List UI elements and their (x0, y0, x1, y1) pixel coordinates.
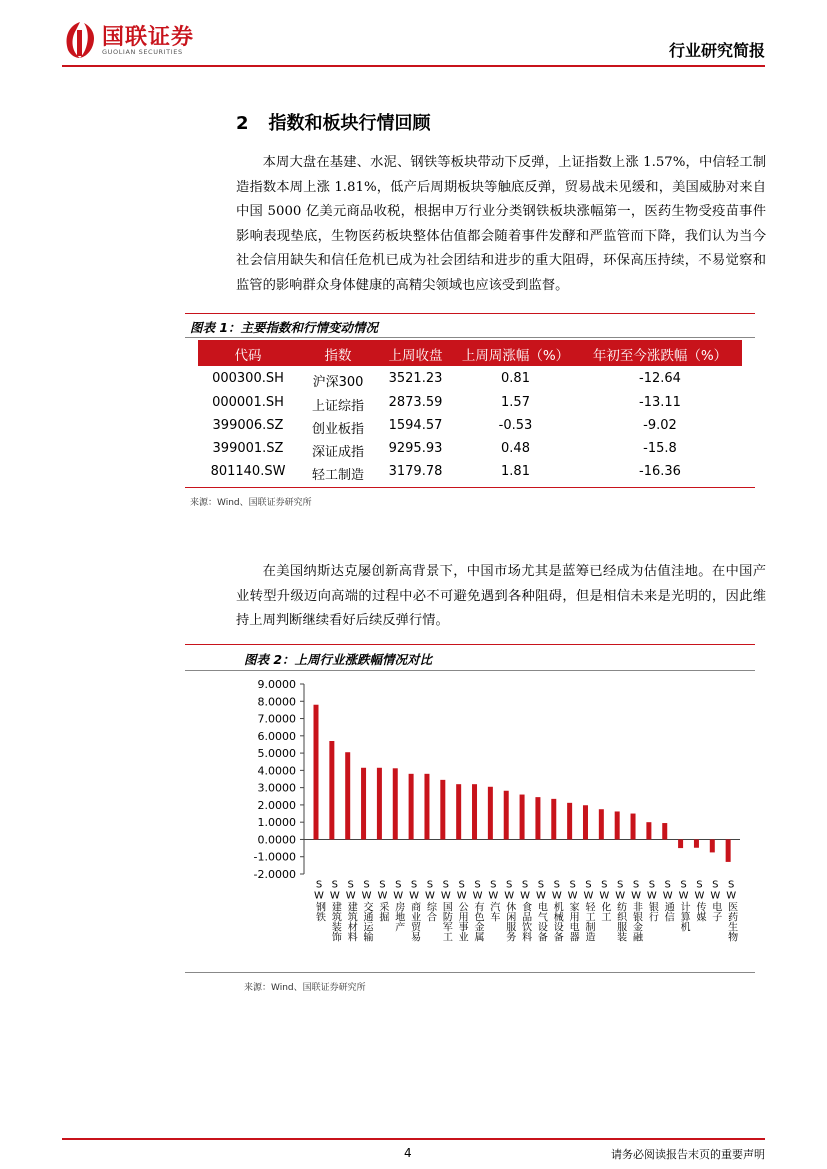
x-category-label: SW计算机 (678, 879, 690, 932)
x-category-label: SW交通运输 (361, 879, 373, 942)
table-cell-ytd: -16.36 (639, 464, 681, 479)
bar (440, 780, 445, 840)
bar (424, 774, 429, 840)
company-logo (62, 18, 222, 62)
y-tick-label: 2.0000 (257, 798, 296, 812)
table-header-code: 代码 (234, 348, 262, 364)
bar (583, 805, 588, 839)
bar (615, 811, 620, 839)
table-header-close: 上周收盘 (388, 348, 443, 364)
bar (361, 768, 366, 840)
header-divider (62, 65, 765, 67)
table-cell-index: 沪深300 (312, 375, 364, 390)
table-cell-close: 9295.93 (388, 441, 443, 456)
footer-divider (62, 1138, 765, 1140)
x-category-label: SW银行 (646, 879, 658, 922)
table-cell-close: 3179.78 (388, 464, 443, 479)
table-cell-ytd: -15.8 (643, 441, 677, 456)
bar (456, 784, 461, 839)
logo-emblem-icon (62, 20, 98, 60)
figure1-source: 来源：Wind、国联证券研究所 (190, 498, 312, 508)
bar (393, 768, 398, 839)
bar (631, 814, 636, 840)
section-title: 指数和板块行情回顾 (268, 113, 431, 134)
bar (377, 768, 382, 840)
table-cell-ytd: -12.64 (639, 371, 681, 386)
x-category-label: SW家用电器 (567, 879, 579, 942)
y-tick-label: 6.0000 (257, 729, 296, 743)
bar (599, 809, 604, 839)
figure1-title-rule (185, 337, 755, 338)
table-cell-code: 000300.SH (212, 371, 284, 386)
logo-text: 国联证券 (102, 25, 195, 50)
table-cell-index: 轻工制造 (311, 468, 364, 483)
logo-subtitle: GUOLIAN SECURITIES (102, 48, 183, 56)
y-tick-label: 4.0000 (257, 764, 296, 778)
figure2-source: 来源：Wind、国联证券研究所 (244, 983, 366, 993)
x-category-label: SW食品饮料 (519, 879, 531, 942)
y-tick-label: 5.0000 (257, 747, 296, 761)
bar (662, 823, 667, 839)
x-category-label: SW休闲服务 (503, 879, 515, 942)
x-category-label: SW电气设备 (535, 879, 547, 942)
x-category-label: SW国防军工 (440, 879, 452, 942)
report-type: 行业研究简报 (668, 41, 765, 60)
table-cell-weekly: 0.48 (501, 441, 530, 456)
bar (488, 787, 493, 840)
bar (646, 822, 651, 839)
bar (329, 741, 334, 839)
table-cell-code: 399006.SZ (212, 418, 284, 433)
table-cell-ytd: -13.11 (639, 395, 681, 410)
table-cell-index: 上证综指 (311, 399, 364, 414)
table-header-index: 指数 (324, 348, 352, 364)
x-category-label: SW传媒 (693, 879, 705, 922)
table-cell-code: 399001.SZ (212, 441, 284, 456)
x-category-label: SW商业贸易 (408, 879, 420, 942)
bar (726, 839, 731, 861)
x-category-label: SW综合 (424, 879, 436, 922)
table-cell-index: 创业板指 (311, 422, 364, 437)
x-category-label: SW化工 (598, 879, 610, 922)
bar (551, 799, 556, 840)
x-category-label: SW有色金属 (472, 879, 484, 942)
table-row (198, 368, 742, 393)
x-category-label: SW建筑装饰 (329, 879, 341, 942)
y-tick-label: 9.0000 (257, 678, 296, 691)
paragraph-2-text: 在美国纳斯达克屡创新高背景下，中国市场尤其是蓝筹已经成为估值洼地。在中国产业转型升级迈向高端的过程中必不可避免遇到各种阻碍，但是相信未来是光明的，因此维持上周判断继续看好后续反弹行情。 (236, 564, 766, 629)
table-header-row (198, 340, 742, 366)
y-tick-label: -1.0000 (253, 850, 296, 864)
table-row (198, 392, 742, 417)
bar (472, 784, 477, 839)
table-cell-weekly: 1.57 (501, 395, 530, 410)
table-cell-weekly: 1.81 (501, 464, 530, 479)
x-category-label: SW非银金融 (630, 879, 642, 942)
industry-change-bar-chart (230, 672, 755, 970)
paragraph-outlook (236, 560, 766, 634)
paragraph-market-review (236, 151, 766, 299)
x-category-label: SW电子 (709, 879, 721, 922)
figure1-top-rule (185, 313, 755, 314)
paragraph-1-text: 本周大盘在基建、水泥、钢铁等板块带动下反弹，上证指数上涨 1.57%，中信轻工制造指数本周上涨 1.81%，低产后周期板块等触底反弹，贸易战未见缓和，美国威胁对来自中国 5000 亿美元商品收税，根据申万行业分类钢铁板块涨幅第一，医药生物受疫苗事件影响表现垫底，生物医药板块整体估值都会随着事件发酵和严监管而下降，我们认为当今社会信用缺失和信任危机已成为社会团结和进步的重大阻碍，环保高压持续，不易觉察和监管的影响群众身体健康的高精尖领域也应该受到监督。 (236, 155, 766, 293)
table-cell-weekly: -0.53 (498, 418, 533, 433)
table-row (198, 438, 742, 463)
table-cell-ytd: -9.02 (643, 418, 677, 433)
x-category-label: SW汽车 (487, 879, 499, 922)
table-row (198, 415, 742, 440)
figure2-title-rule (185, 670, 755, 671)
x-category-label: SW轻工制造 (582, 879, 594, 942)
bar (678, 839, 683, 848)
table-cell-close: 1594.57 (388, 418, 443, 433)
bar (520, 795, 525, 840)
y-tick-label: -2.0000 (253, 868, 296, 881)
table-cell-close: 2873.59 (388, 395, 443, 410)
bar (535, 797, 540, 839)
figure2-bottom-rule (185, 972, 755, 973)
table-header-ytd-change: 年初至今涨跌幅（%） (592, 348, 728, 364)
table-cell-weekly: 0.81 (501, 371, 530, 386)
table-header-weekly-change: 上周周涨幅（%） (461, 348, 570, 364)
x-category-label: SW建筑材料 (345, 879, 357, 942)
bar (314, 705, 319, 840)
bar (345, 752, 350, 839)
bar (504, 791, 509, 840)
figure2-title: 图表 2：上周行业涨跌幅情况对比 (244, 652, 433, 667)
x-category-label: SW钢铁 (313, 879, 325, 922)
bar (710, 839, 715, 852)
y-tick-label: 3.0000 (257, 781, 296, 795)
y-tick-label: 7.0000 (257, 712, 296, 726)
section-number: 2 (236, 113, 249, 134)
disclaimer: 请务必阅读报告末页的重要声明 (611, 1148, 765, 1161)
figure2-top-rule (185, 644, 755, 645)
y-tick-label: 1.0000 (257, 816, 296, 830)
x-category-label: SW机械设备 (551, 879, 563, 942)
x-category-label: SW纺织服装 (614, 879, 626, 942)
section-heading (236, 109, 431, 135)
bar (409, 774, 414, 840)
page-number: 4 (404, 1146, 412, 1160)
table-cell-code: 000001.SH (212, 395, 284, 410)
bar (567, 803, 572, 840)
x-category-label: SW采掘 (376, 879, 388, 922)
y-tick-label: 0.0000 (257, 833, 296, 847)
figure1-bottom-rule (185, 487, 755, 488)
x-category-label: SW通信 (662, 879, 674, 922)
x-category-label: SW房地产 (392, 879, 404, 932)
x-category-label: SW公用事业 (456, 879, 468, 942)
figure1-title: 图表 1：主要指数和行情变动情况 (190, 320, 379, 335)
table-cell-close: 3521.23 (388, 371, 443, 386)
table-row (198, 461, 742, 486)
x-category-label: SW医药生物 (725, 879, 737, 942)
y-tick-label: 8.0000 (257, 695, 296, 709)
bar (694, 839, 699, 847)
table-cell-index: 深证成指 (311, 445, 364, 460)
table-cell-code: 801140.SW (210, 464, 286, 479)
